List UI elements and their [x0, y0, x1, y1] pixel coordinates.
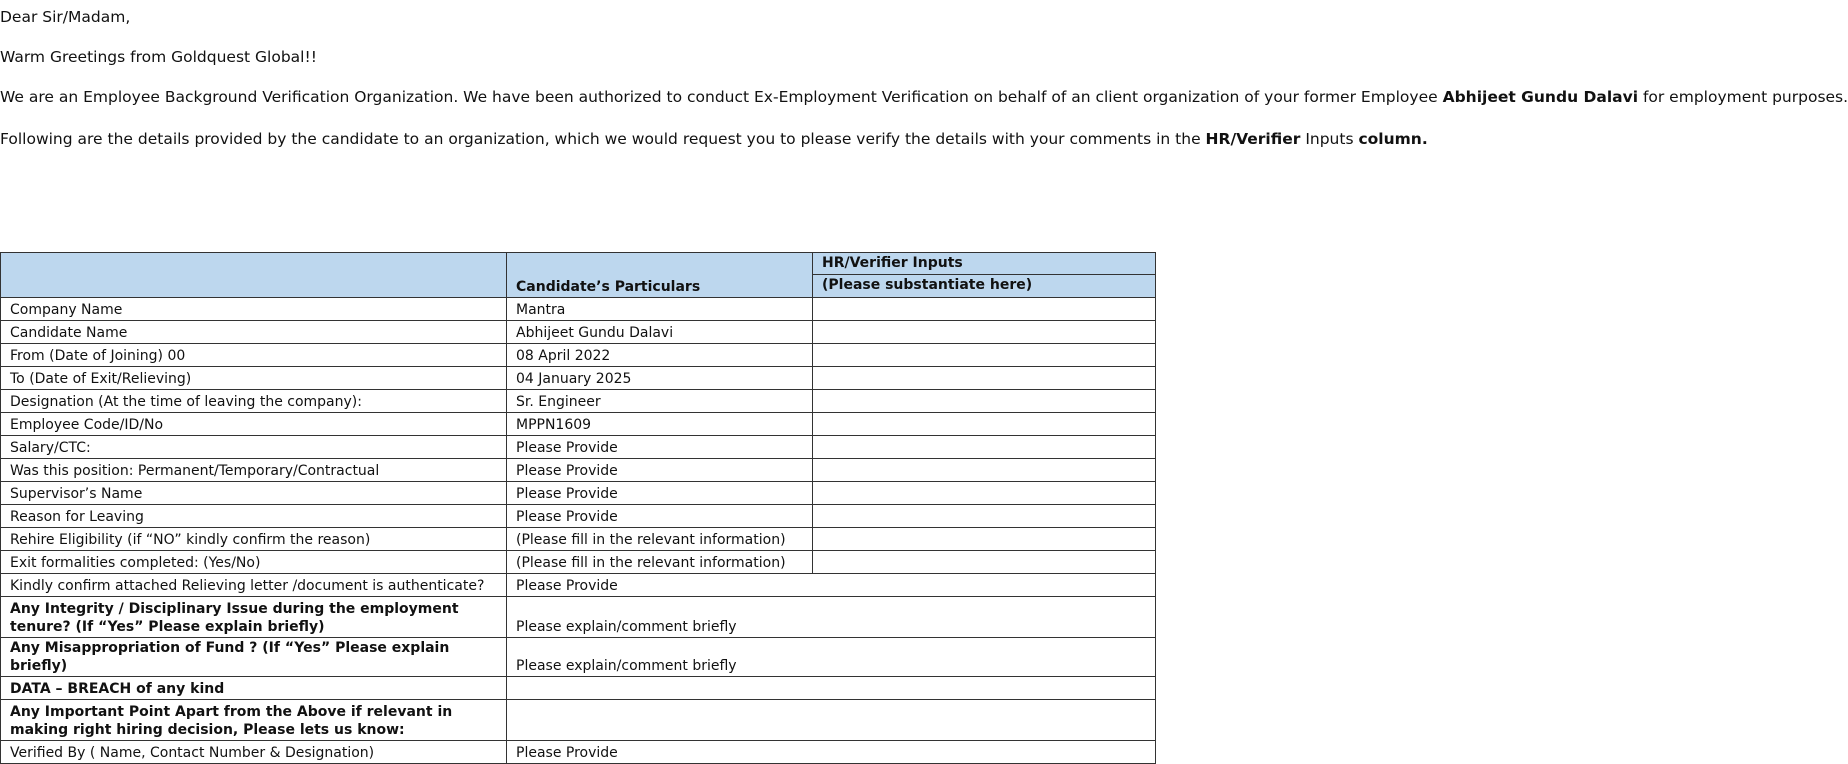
- hr-input-cell[interactable]: [813, 367, 1156, 390]
- row-label: From (Date of Joining) 00: [1, 344, 507, 367]
- hr-input-cell[interactable]: [813, 390, 1156, 413]
- request-text-middle: Inputs: [1300, 130, 1359, 148]
- hr-input-cell[interactable]: [813, 344, 1156, 367]
- row-label: Supervisor’s Name: [1, 482, 507, 505]
- row-label: Employee Code/ID/No: [1, 413, 507, 436]
- row-value-wide: Please Provide: [507, 574, 1156, 597]
- request-text-before: Following are the details provided by the candidate to an organization, which we would request you to please verify the details with your comments in the: [0, 130, 1206, 148]
- row-label: Designation (At the time of leaving the company):: [1, 390, 507, 413]
- header-hr-verifier-inputs: [813, 253, 1156, 298]
- table-row: [1, 298, 1156, 321]
- table-row: [1, 344, 1156, 367]
- row-label: Was this position: Permanent/Temporary/Contractual: [1, 459, 507, 482]
- row-value: MPPN1609: [507, 413, 813, 436]
- header-blank-cell: [1, 253, 507, 298]
- table-row: [1, 413, 1156, 436]
- table-row: [1, 677, 1156, 700]
- request-paragraph: [0, 129, 1428, 149]
- row-value: Please Provide: [507, 459, 813, 482]
- row-value: (Please fill in the relevant information): [507, 551, 813, 574]
- row-label: Exit formalities completed: (Yes/No): [1, 551, 507, 574]
- greeting-line: Dear Sir/Madam,: [0, 8, 131, 26]
- row-value-wide[interactable]: [507, 677, 1156, 700]
- row-value: 04 January 2025: [507, 367, 813, 390]
- row-label: Reason for Leaving: [1, 505, 507, 528]
- row-label: To (Date of Exit/Relieving): [1, 367, 507, 390]
- row-label: Verified By ( Name, Contact Number & Designation): [1, 741, 507, 764]
- row-value: 08 April 2022: [507, 344, 813, 367]
- header-candidate-particulars: Candidate’s Particulars: [507, 253, 813, 298]
- header-hr-subtitle: (Please substantiate here): [822, 277, 1033, 293]
- row-value: Abhijeet Gundu Dalavi: [507, 321, 813, 344]
- row-value-wide: Please Provide: [507, 741, 1156, 764]
- table-row: [1, 367, 1156, 390]
- warm-greeting-line: Warm Greetings from Goldquest Global!!: [0, 48, 317, 66]
- table-row: [1, 390, 1156, 413]
- row-label: Any Misappropriation of Fund ? (If “Yes” Please explain briefly): [1, 638, 507, 677]
- hr-input-cell[interactable]: [813, 436, 1156, 459]
- intro-text-after: for employment purposes.: [1638, 88, 1848, 106]
- row-value-wide[interactable]: [507, 700, 1156, 741]
- table-row: [1, 505, 1156, 528]
- table-row: [1, 459, 1156, 482]
- table-row: [1, 700, 1156, 741]
- row-value-wide: Please explain/comment briefly: [507, 597, 1156, 638]
- row-label: Kindly confirm attached Relieving letter /document is authenticate?: [1, 574, 507, 597]
- hr-input-cell[interactable]: [813, 321, 1156, 344]
- row-value: Please Provide: [507, 482, 813, 505]
- hr-input-cell[interactable]: [813, 528, 1156, 551]
- table-row: [1, 741, 1156, 764]
- hr-input-cell[interactable]: [813, 482, 1156, 505]
- row-value: Mantra: [507, 298, 813, 321]
- row-label: Any Integrity / Disciplinary Issue during the employment tenure? (If “Yes” Please explain briefly): [1, 597, 507, 638]
- row-value: Please Provide: [507, 436, 813, 459]
- table-row: [1, 638, 1156, 677]
- intro-paragraph: [0, 87, 1848, 107]
- hr-verifier-emphasis: HR/Verifier: [1205, 130, 1301, 148]
- hr-input-cell[interactable]: [813, 551, 1156, 574]
- verification-table: [0, 252, 1156, 764]
- row-label: Company Name: [1, 298, 507, 321]
- row-label: Any Important Point Apart from the Above if relevant in making right hiring decision, Please lets us know:: [1, 700, 507, 741]
- hr-input-cell[interactable]: [813, 459, 1156, 482]
- hr-input-cell[interactable]: [813, 505, 1156, 528]
- row-value-wide: Please explain/comment briefly: [507, 638, 1156, 677]
- row-label: DATA – BREACH of any kind: [1, 677, 507, 700]
- table-row: [1, 436, 1156, 459]
- row-label: Salary/CTC:: [1, 436, 507, 459]
- intro-text-before: We are an Employee Background Verification Organization. We have been authorized to conduct Ex-Employment Verification on behalf of an client organization of your former Employee: [0, 88, 1443, 106]
- hr-input-cell[interactable]: [813, 413, 1156, 436]
- row-label: Rehire Eligibility (if “NO” kindly confirm the reason): [1, 528, 507, 551]
- row-value: (Please fill in the relevant information): [507, 528, 813, 551]
- row-value: Sr. Engineer: [507, 390, 813, 413]
- table-row: [1, 321, 1156, 344]
- row-label: Candidate Name: [1, 321, 507, 344]
- row-value: Please Provide: [507, 505, 813, 528]
- table-row: [1, 597, 1156, 638]
- table-row: [1, 574, 1156, 597]
- table-row: [1, 551, 1156, 574]
- column-emphasis: column.: [1358, 130, 1428, 148]
- table-row: [1, 482, 1156, 505]
- hr-input-cell[interactable]: [813, 298, 1156, 321]
- table-header-row: [1, 253, 1156, 298]
- employee-name: Abhijeet Gundu Dalavi: [1442, 88, 1639, 106]
- header-hr-title: HR/Verifier Inputs: [813, 253, 1155, 275]
- table-row: [1, 528, 1156, 551]
